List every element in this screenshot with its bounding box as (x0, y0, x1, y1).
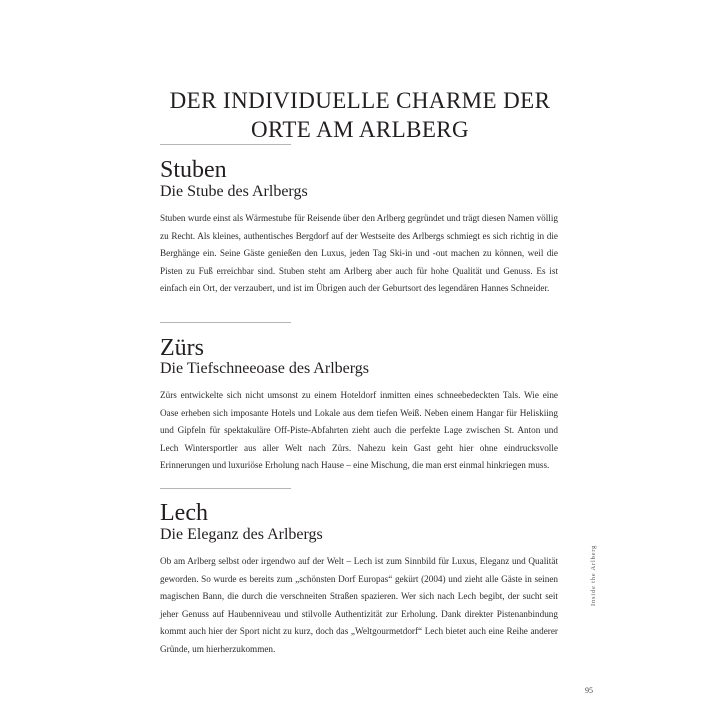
section-subtitle-lech: Die Eleganz des Arlbergs (160, 526, 323, 543)
page-number: 95 (585, 686, 593, 695)
section-body-stuben: Stuben wurde einst als Wärmestube für Reisende über den Arlberg gegründet und trägt diesen Namen völlig zu Recht. Als kleines, authentisches Bergdorf auf der Westseite des Arlbergs schmiegt es sich richtig in die Berghänge ein. Seine Gäste genießen den Luxus, jeden Tag Ski-in und -out machen zu können, weil die Pisten zu Fuß erreichbar sind. Stuben steht am Arlberg aber auch für hohe Qualität und Genuss. Es ist einfach ein Ort, der verzaubert, und ist im Übrigen auch der Geburtsort des legendären Hannes Schneider. (160, 213, 558, 293)
page-title (150, 86, 570, 144)
section-divider-lech (160, 488, 291, 489)
page-title-line-2: ORTE AM ARLBERG (250, 117, 470, 142)
running-side-label: Inside the Arlberg (590, 544, 597, 606)
section-subtitle-zuers: Die Tiefschneeoase des Arlbergs (160, 360, 369, 377)
section-body-zuers: Zürs entwickelte sich nicht umsonst zu einem Hoteldorf inmitten eines schneebedeckten Tals. Wie eine Oase erheben sich imposante Hotels und Lokale aus dem tiefen Weiß. Neben einem Hangar für Heliskiing und Gipfeln für spektakuläre Off-Piste-Abfahrten zieht auch die perfekte Lage zwischen St. Anton und Lech Wintersportler aus aller Welt nach Zürs. Nahezu kein Gast geht hier ohne eindrucksvolle Erinnerungen und luxuriöse Erholung nach Hause – eine Mischung, die man erst einmal hinkriegen muss. (160, 390, 558, 470)
section-divider-stuben (160, 144, 291, 145)
section-body-lech: Ob am Arlberg selbst oder irgendwo auf der Welt – Lech ist zum Sinnbild für Luxus, Eleganz und Qualität geworden. So wurde es bereits zum „schönsten Dorf Europas“ gekürt (2004) und zieht alle Gäste in seinen magischen Bann, die durch die verschneiten Straßen spazieren. Wer sich nach Lech begibt, der sucht seit jeher Genuss auf Haubenniveau und stilvolle Authentizität zur Erholung. Dank direkter Pistenanbindung kommt auch hier der Sport nicht zu kurz, doch das „Weltgourmetdorf“ Lech bietet auch eine Reihe anderer Gründe, um hierherzukommen. (160, 556, 558, 654)
page-title-line-1: DER INDIVIDUELLE CHARME DER (169, 88, 551, 113)
section-subtitle-stuben: Die Stube des Arlbergs (160, 183, 308, 200)
section-title-zuers: Zürs (160, 335, 204, 361)
section-title-lech: Lech (160, 500, 208, 526)
section-divider-zuers (160, 322, 291, 323)
section-title-stuben: Stuben (160, 157, 227, 183)
